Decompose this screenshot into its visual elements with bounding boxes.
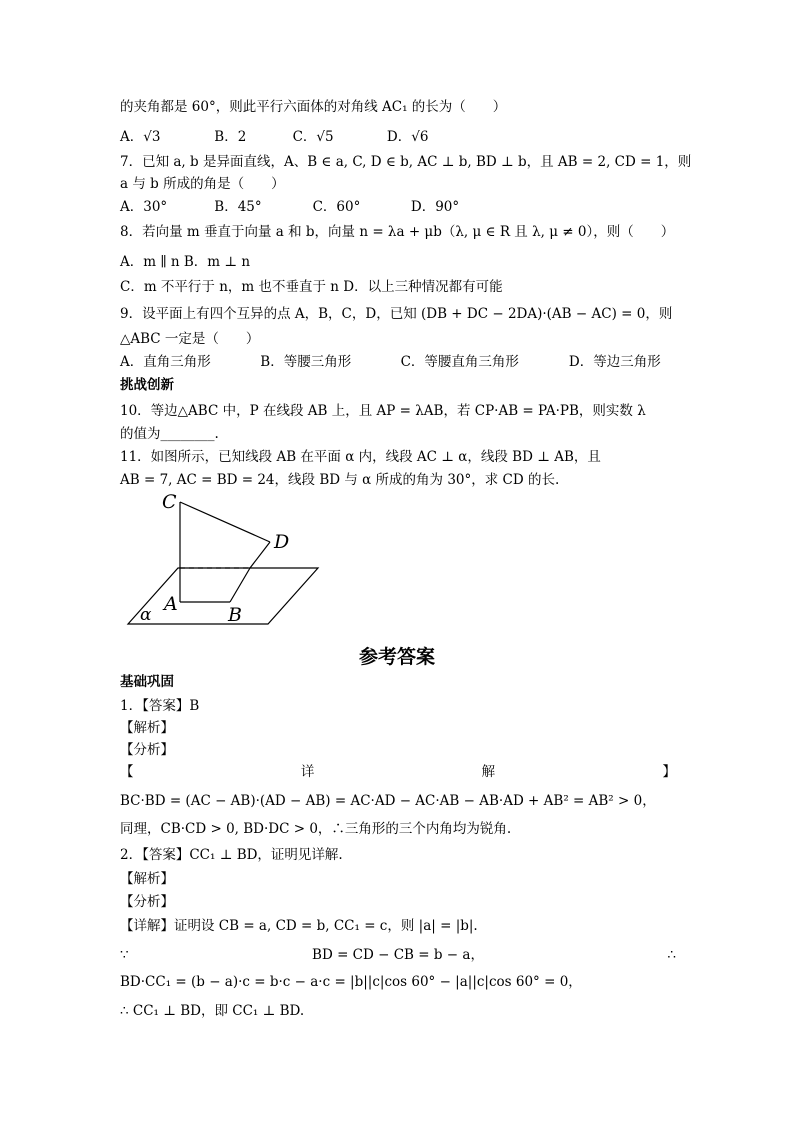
a2-final: ∴ CC₁ ⊥ BD，即 CC₁ ⊥ BD. — [120, 1003, 305, 1019]
plane-alpha — [128, 568, 318, 624]
a2-dot-formula: BD·CC₁ = (b − a)·c = b·c − a·c = |b||c|cos 60° − |a||c|cos 60° = 0， — [120, 974, 582, 990]
q11-line2: AB = 7, AC = BD = 24，线段 BD 与 α 所成的角为 30°，求 CD 的长. — [120, 472, 560, 488]
q10-line2: 的值为________. — [120, 426, 219, 442]
q9-option-b: B．等腰三角形 — [260, 354, 352, 370]
segment-bd-lower — [230, 568, 250, 602]
q8-line1: 8．若向量 m 垂直于向量 a 和 b，向量 n = λa + μb（λ, μ ∈ R 且 λ, μ ≠ 0），则（ ） — [120, 224, 675, 240]
q10-line1: 10．等边△ABC 中，P 在线段 AB 上，且 AP = λAB，若 CP·AB = PA·PB，则实数 λ — [120, 403, 646, 419]
a1-analysis: 【解析】 — [120, 720, 174, 736]
q9-options — [120, 353, 661, 371]
geometry-figure — [120, 490, 330, 630]
q7-option-a: A．30° — [120, 199, 168, 215]
label-alpha: α — [140, 605, 152, 625]
a1-formula: BC·BD = (AC − AB)·(AD − AB) = AC·AD − AC·AB − AB·AD + AB² = AB² > 0， — [120, 793, 656, 809]
a2-answer: 2．【答案】CC₁ ⊥ BD，证明见详解. — [120, 847, 343, 863]
a2-fenxi: 【分析】 — [120, 894, 174, 910]
q9-line1: 9．设平面上有四个互异的点 A，B，C，D，已知 (DB + DC − 2DA)·(AB − AC) = 0，则 — [120, 306, 673, 322]
q9-option-a: A．直角三角形 — [120, 354, 211, 370]
q6-option-d: D．√6 — [386, 129, 429, 145]
a2-because-row — [120, 946, 676, 964]
q9-option-d: D．等边三角形 — [568, 354, 661, 370]
answers-title: 参考答案 — [358, 646, 435, 668]
q8-line2: A．m ∥ n B．m ⊥ n — [120, 254, 251, 270]
segment-cd — [180, 502, 270, 542]
label-a: A — [164, 593, 178, 615]
q7-options — [120, 198, 459, 216]
bracket-right: 】 — [662, 764, 676, 780]
bracket-left: 【 — [120, 764, 134, 780]
a1-answer: 1．【答案】B — [120, 698, 200, 714]
q9-option-c: C．等腰直角三角形 — [400, 354, 519, 370]
label-d: D — [274, 531, 290, 553]
q6-option-b: B．2 — [214, 129, 247, 145]
q7-line1: 7．已知 a, b 是异面直线，A、B ∈ a, C, D ∈ b, AC ⊥ b, BD ⊥ b，且 AB = 2, CD = 1，则 — [120, 154, 692, 170]
basic-heading: 基础巩固 — [120, 674, 174, 690]
q6-options — [120, 128, 428, 146]
q11-line1: 11．如图所示，已知线段 AB 在平面 α 内，线段 AC ⊥ α，线段 BD ⊥ AB，且 — [120, 449, 601, 465]
q9-line2: △ABC 一定是（ ） — [120, 331, 260, 347]
therefore-symbol: ∴ — [667, 947, 676, 963]
a1-fenxi: 【分析】 — [120, 742, 174, 758]
because-symbol: ∵ — [120, 947, 129, 963]
q7-line2: a 与 b 所成的角是（ ） — [120, 176, 285, 192]
q8-line3: C．m 不平行于 n，m 也不垂直于 n D．以上三种情况都有可能 — [120, 279, 503, 295]
q6-stem: 的夹角都是 60°，则此平行六面体的对角线 AC₁ 的长为（ ） — [120, 99, 507, 115]
a1-conclusion: 同理，CB·CD > 0, BD·DC > 0，∴三角形的三个内角均为锐角. — [120, 821, 512, 837]
label-c: C — [162, 491, 177, 513]
xiang-char: 详 — [300, 764, 315, 780]
q7-option-c: C．60° — [312, 199, 361, 215]
a1-xiangjie-heading — [120, 763, 676, 781]
label-b: B — [228, 604, 242, 626]
q6-option-a: A．√3 — [120, 129, 161, 145]
jie-char: 解 — [481, 764, 496, 780]
q7-option-d: D．90° — [410, 199, 460, 215]
a2-detail: 【详解】证明设 CB = a, CD = b, CC₁ = c，则 |a| = |b|. — [120, 918, 478, 934]
segment-bd-upper — [250, 542, 270, 568]
q7-option-b: B．45° — [214, 199, 262, 215]
challenge-heading: 挑战创新 — [120, 377, 174, 393]
q6-option-c: C．√5 — [292, 129, 334, 145]
bd-formula: BD = CD − CB = b − a， — [312, 947, 484, 963]
a2-analysis: 【解析】 — [120, 871, 174, 887]
